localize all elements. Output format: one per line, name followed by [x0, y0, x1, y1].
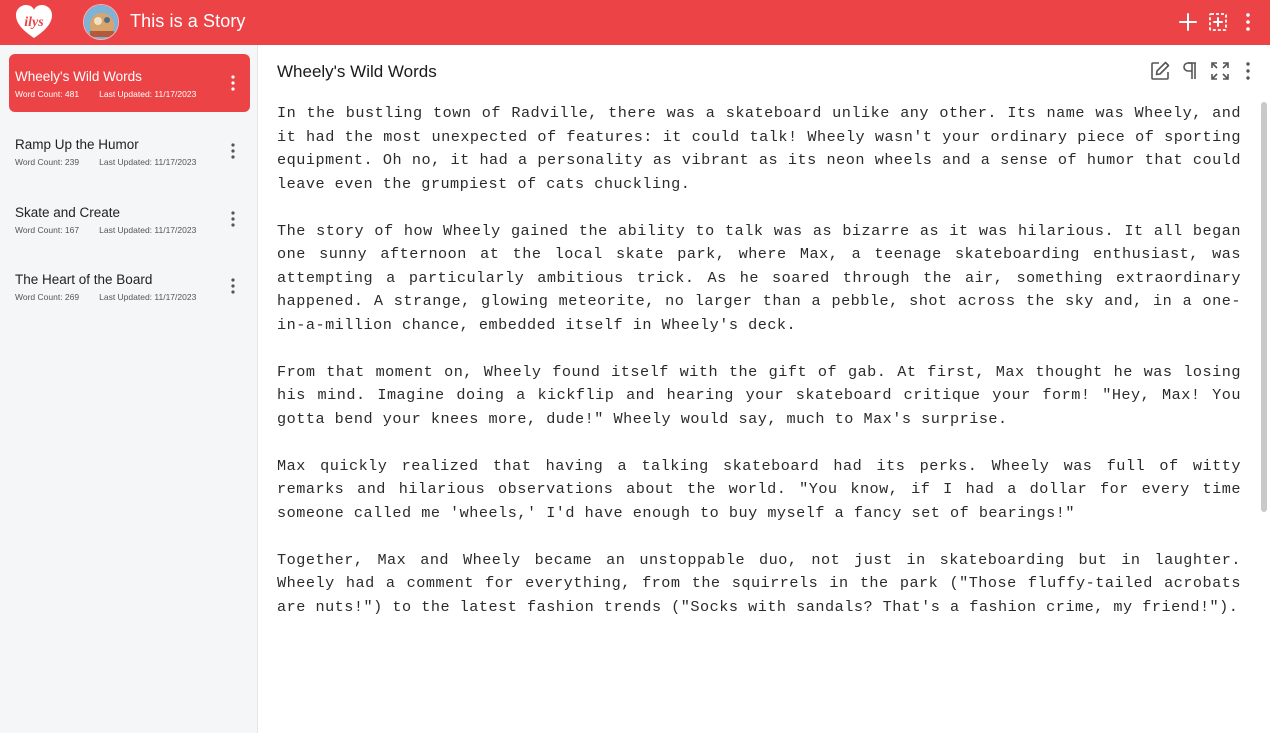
chapter-meta [15, 89, 196, 99]
logo-text: ilys [24, 15, 44, 30]
fullscreen-icon[interactable] [1208, 59, 1232, 83]
chapter-title: Wheely's Wild Words [15, 69, 142, 84]
chapter-meta [15, 292, 196, 302]
sidebar-item-ramp-up-the-humor[interactable] [9, 122, 250, 180]
more-vertical-icon[interactable] [1236, 10, 1260, 34]
chapter-title: Skate and Create [15, 205, 121, 220]
chapter-more-icon[interactable] [225, 142, 241, 160]
ilys-logo[interactable] [14, 4, 54, 40]
paragraph-icon[interactable] [1178, 59, 1202, 83]
edit-icon[interactable] [1148, 59, 1172, 83]
word-count: Word Count: 239 [15, 157, 80, 167]
document-pane [259, 45, 1270, 733]
sidebar-item-skate-and-create[interactable] [9, 190, 250, 248]
word-count: Word Count: 481 [15, 89, 80, 99]
story-paragraph: In the bustling town of Radville, there was a skateboard unlike any other. Its name was Wheely, and it had the most unexpected of features: it could talk! Wheely wasn't your ordinary piece of sporting equipment. Oh no, it had a personality as vibrant as its neon wheels and a sense of humor that could leave even the grumpiest of cats chuckling. [277, 104, 1241, 193]
story-paragraph: Together, Max and Wheely became an unstoppable duo, not just in skateboarding but in laughter. Wheely had a comment for everything, from the squirrels in the park ("Those fluffy-tailed acrobats are nuts!") to the latest fashion trends ("Socks with sandals? That's a fashion crime, my friend!"). [277, 550, 1241, 616]
chapter-more-icon[interactable] [225, 277, 241, 295]
editor-scrollbar[interactable] [1261, 102, 1267, 512]
word-count: Word Count: 167 [15, 225, 80, 235]
chapter-meta [15, 157, 196, 167]
chapter-meta [15, 225, 196, 235]
top-app-bar [0, 0, 1270, 45]
story-title: This is a Story [130, 11, 246, 31]
story-paragraph: Max quickly realized that having a talking skateboard had its perks. Wheely was full of witty remarks and hilarious observations about the world. "You know, if I had a dollar for every time someone called me 'wheels,' I'd have enough to buy myself a fancy set of bearings!" [277, 456, 1241, 522]
chapter-more-icon[interactable] [225, 210, 241, 228]
story-paragraph: From that moment on, Wheely found itself with the gift of gab. At first, Max thought he was losing his mind. Imagine doing a kickflip and hearing your skateboard critique your form! "Hey, Max! You gotta bend your knees more, dude!" Wheely would say, much to Max's surprise. [277, 362, 1241, 428]
sidebar-item-the-heart-of-the-board[interactable] [9, 257, 250, 315]
chapter-title: Ramp Up the Humor [15, 137, 139, 152]
chapter-title: The Heart of the Board [15, 272, 153, 287]
last-updated: Last Updated: 11/17/2023 [99, 225, 197, 235]
more-vertical-icon[interactable] [1236, 59, 1260, 83]
last-updated: Last Updated: 11/17/2023 [99, 157, 197, 167]
last-updated: Last Updated: 11/17/2023 [99, 89, 197, 99]
chapter-more-icon[interactable] [225, 74, 241, 92]
plus-icon[interactable] [1176, 10, 1200, 34]
story-text-editor[interactable] [277, 102, 1241, 733]
chapters-sidebar [0, 45, 258, 733]
story-cover-avatar[interactable] [83, 4, 119, 40]
document-title: Wheely's Wild Words [277, 62, 437, 81]
last-updated: Last Updated: 11/17/2023 [99, 292, 197, 302]
story-paragraph: The story of how Wheely gained the ability to talk was as bizarre as it was hilarious. It all began one sunny afternoon at the local skate park, where Max, a teenage skateboarding enthusiast, was attempting a particularly ambitious trick. As he soared through the air, something extraordinary happened. A strange, glowing meteorite, no larger than a pebble, shot across the sky and, in a one-in-a-million chance, embedded itself in Wheely's deck. [277, 221, 1241, 334]
word-count: Word Count: 269 [15, 292, 80, 302]
sidebar-item-wheelys-wild-words[interactable] [9, 54, 250, 112]
add-box-icon[interactable] [1206, 10, 1230, 34]
